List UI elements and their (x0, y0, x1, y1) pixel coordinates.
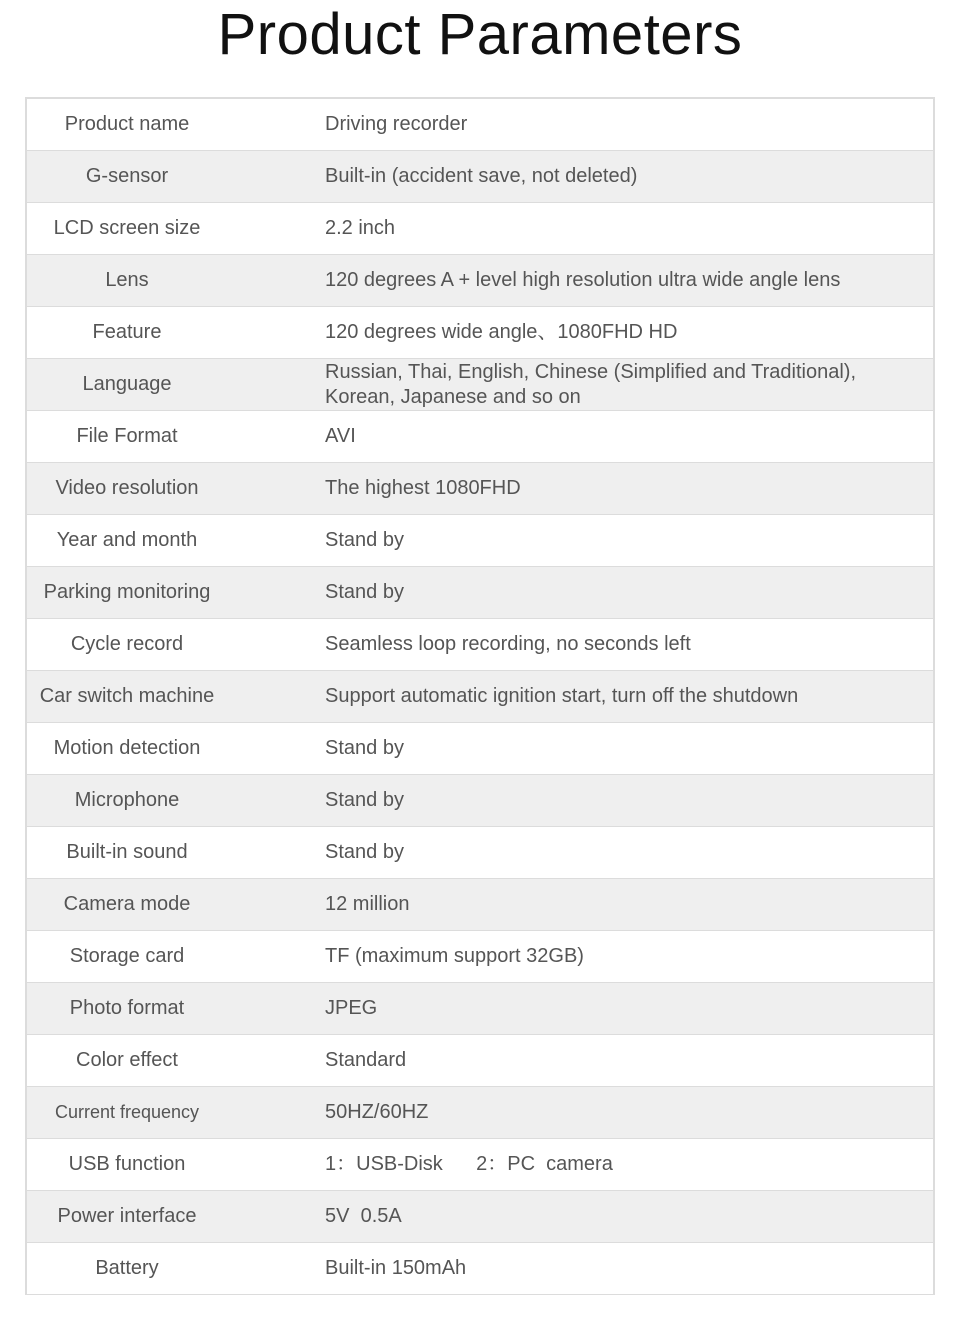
table-row (27, 775, 933, 827)
param-name: Product name (64, 113, 190, 135)
param-name: G-sensor (85, 165, 169, 187)
param-name: Language (82, 373, 172, 395)
table-row (27, 463, 933, 515)
table-row (27, 203, 933, 255)
param-name: Camera mode (63, 893, 191, 915)
param-value: 2.2 inch (325, 217, 396, 239)
param-name: Parking monitoring (43, 581, 211, 603)
param-value: Driving recorder (325, 113, 468, 135)
param-name: Year and month (56, 529, 198, 551)
param-value: 120 degrees A + level high resolution ultra wide angle lens (325, 269, 841, 291)
table-row (27, 567, 933, 619)
param-value: Seamless loop recording, no seconds left (325, 633, 691, 655)
table-row (27, 1087, 933, 1139)
table-row (27, 255, 933, 307)
param-value: 120 degrees wide angle、1080FHD HD (325, 321, 678, 343)
table-row (27, 359, 933, 411)
param-name: Battery (95, 1257, 159, 1279)
param-name: Feature (92, 321, 162, 343)
param-name: Power interface (57, 1205, 197, 1227)
table-row (27, 879, 933, 931)
table-row (27, 723, 933, 775)
table-row (27, 99, 933, 151)
table-row (27, 619, 933, 671)
table-row (27, 411, 933, 463)
param-name: Lens (105, 269, 149, 291)
param-name: File Format (76, 425, 178, 447)
param-name: Video resolution (55, 477, 199, 499)
table-row (27, 827, 933, 879)
param-value: 1：USB-Disk 2：PC camera (325, 1153, 613, 1175)
param-name: Built-in sound (66, 841, 188, 863)
param-value: 12 million (325, 893, 410, 915)
table-row (27, 983, 933, 1035)
table-row (27, 931, 933, 983)
page-title: Product Parameters (217, 2, 743, 67)
param-value: Stand by (325, 841, 404, 863)
param-name: Storage card (69, 945, 185, 967)
param-value: 5V 0.5A (325, 1205, 402, 1227)
param-name: Photo format (69, 997, 185, 1019)
table-row (27, 515, 933, 567)
param-value: Stand by (325, 529, 404, 551)
table-row (27, 151, 933, 203)
param-value: Built-in 150mAh (325, 1257, 467, 1279)
param-value: AVI (325, 425, 356, 447)
param-name: Car switch machine (39, 685, 215, 707)
table-row (27, 1191, 933, 1243)
param-name: LCD screen size (53, 217, 201, 239)
param-value: Stand by (325, 737, 404, 759)
param-name: Microphone (74, 789, 180, 811)
table-row (27, 307, 933, 359)
param-value: TF (maximum support 32GB) (325, 945, 584, 967)
param-value: The highest 1080FHD (325, 477, 521, 499)
param-name: USB function (68, 1153, 186, 1175)
param-name: Current frequency (54, 1102, 200, 1122)
product-parameters-table (25, 97, 935, 1295)
param-name: Cycle record (70, 633, 184, 655)
param-value: Built-in (accident save, not deleted) (325, 165, 638, 187)
param-value: Support automatic ignition start, turn off the shutdown (325, 685, 799, 707)
param-value: Stand by (325, 581, 404, 603)
param-value: Standard (325, 1049, 407, 1071)
param-value: JPEG (325, 997, 378, 1019)
table-row (27, 671, 933, 723)
param-name: Motion detection (53, 737, 201, 759)
param-value: Stand by (325, 789, 404, 811)
table-row (27, 1035, 933, 1087)
param-value: 50HZ/60HZ (325, 1101, 429, 1123)
param-name: Color effect (76, 1049, 178, 1071)
table-row (27, 1243, 933, 1295)
table-row (27, 1139, 933, 1191)
param-value: Russian, Thai, English, Chinese (Simplified and Traditional), Korean, Japanese and so on (325, 360, 857, 408)
